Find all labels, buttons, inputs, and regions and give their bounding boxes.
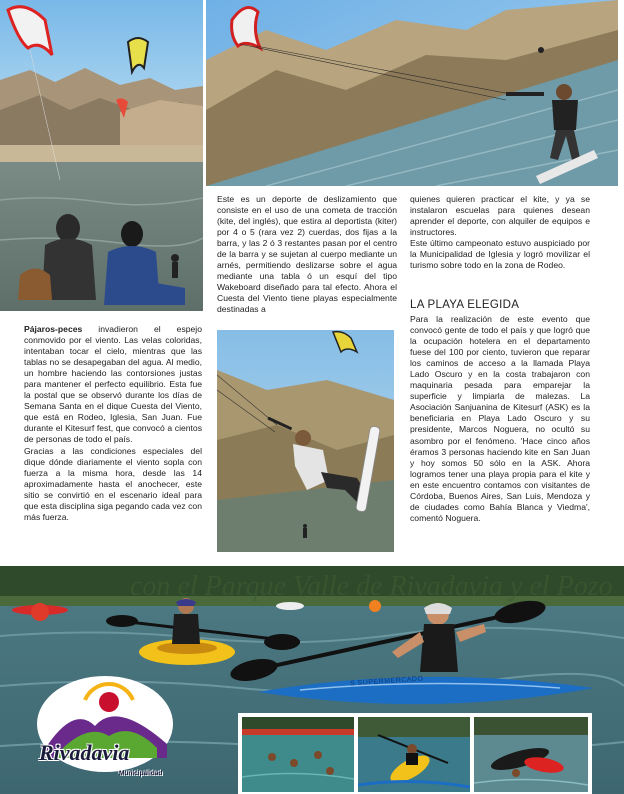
article-column-right	[410, 194, 590, 271]
rivadavia-logo	[33, 674, 177, 784]
left-paragraph-2: Gracias a las condiciones especiales del dique dónde diariamente el viento sopla con fuerza a la misma hora, desde las 14 aproximadamente hasta el anochecer, este sitio se convirtió en el escenario ideal para que esta disciplina siga pegando cada vez con más fuerza.	[24, 445, 202, 522]
left-paragraph-1: Pájaros-peces invadieron el espejo conmovido por el viento. Las velas coloridas, intentaban tocar el cielo, mientras que las tablas no se desapegaban del agua. Al medio, un hombre haciendo las contorsiones justas para mantener el perfecto equilibrio. Esta fue la postal que se observó durante los días de Semana Santa en el dique Cuesta del Viento, que está en Rodeo, Iglesia, San Juan. Fue durante el Kitesurf fest, que convocó a cientos de personas de todo el país.	[24, 324, 202, 445]
photo-kiter-riding-art	[206, 0, 618, 186]
photo-kiter-riding	[206, 0, 618, 186]
photo-kites-lake-spectators-art	[0, 0, 203, 311]
photo-kites-lake-spectators	[0, 0, 203, 311]
thumbnail-kayak-yellow-art	[358, 717, 470, 792]
thumbnail-swimmers	[242, 717, 354, 792]
thumbnail-swimmers-art	[242, 717, 354, 792]
article-column-right-continued	[410, 314, 590, 524]
middle-paragraph-1: Este es un deporte de deslizamiento que consiste en el uso de una cometa de tracción (kite, del inglés), que estira al deportista (kiter) por 4 o 5 (rara vez 2) cuerdas, dos fijas a la barra, y las 2 ó 3 restantes pasan por el centro de la barra y se sujetan al cuerpo mediante un arnés, permitiendo deslizarse sobre el agua mediante una tabla ó un esquí del tipo Wakeboard diseñado para tal efecto. Ahora el Cuesta del Viento tiene playas especialmente destinadas a	[217, 194, 397, 315]
photo-kiter-jump-art	[217, 330, 394, 552]
right-paragraph-3: Para la realización de este evento que convocó gente de todo el país y que logró que la ocupación hotelera en el departamento fuese del 100 por ciento, tuvieron que reparar los caminos de acceso a la llamada Playa Lado Oscuro y en la costa trabajaron con maquinaria pesada para emparejar la superficie y limpiarla de malezas. La Asociación Sanjuanina de Kitesurf (ASK) es la beneficiaria en Playa Lado Oscuro y su presidente, Marcos Noguera, no ocultó su asombro por el fenómeno. 'Hace cinco años éramos 3 personas haciendo kite en San Juan y hoy somos 50 sólo en la ASK. Ahora logramos tener una playa propia para el kite y en este encuentro contamos con visitantes de Córdoba, Buenos Aires, San Luis, Mendoza y de ciudades como Bahía Blanca y Viedma', comentó Noguera.	[410, 314, 590, 523]
article-column-middle	[217, 194, 397, 316]
kayak-brand-text: S SUPERMERCADO	[349, 675, 424, 688]
section-heading: LA PLAYA ELEGIDA	[410, 299, 520, 311]
logo-name: Rivadavia	[39, 740, 130, 765]
rivadavia-logo-art	[33, 674, 177, 784]
right-paragraph-1: quienes quieren practicar el kite, y ya se instalaron escuelas para quienes desean aprender el deporte, con alquiler de equipos e instructores.	[410, 194, 590, 238]
banner-text: con el Parque Valle de Rivadavia y el Pozo	[130, 571, 613, 602]
thumbnail-kayak-flip-art	[474, 717, 588, 792]
thumbnail-kayak-yellow	[358, 717, 470, 792]
lead-in: Pájaros-peces	[24, 324, 83, 334]
photo-kiter-jump	[217, 330, 394, 552]
right-paragraph-2: Este último campeonato estuvo auspiciado por la Municipalidad de Iglesia y logró movilizar el turismo sobre todo en la zona de Rodeo.	[410, 238, 590, 271]
thumbnail-kayak-flip	[474, 717, 588, 792]
logo-subtitle: Municipalidad	[119, 770, 163, 777]
article-column-left	[24, 324, 202, 523]
thumbnail-strip	[238, 713, 592, 794]
